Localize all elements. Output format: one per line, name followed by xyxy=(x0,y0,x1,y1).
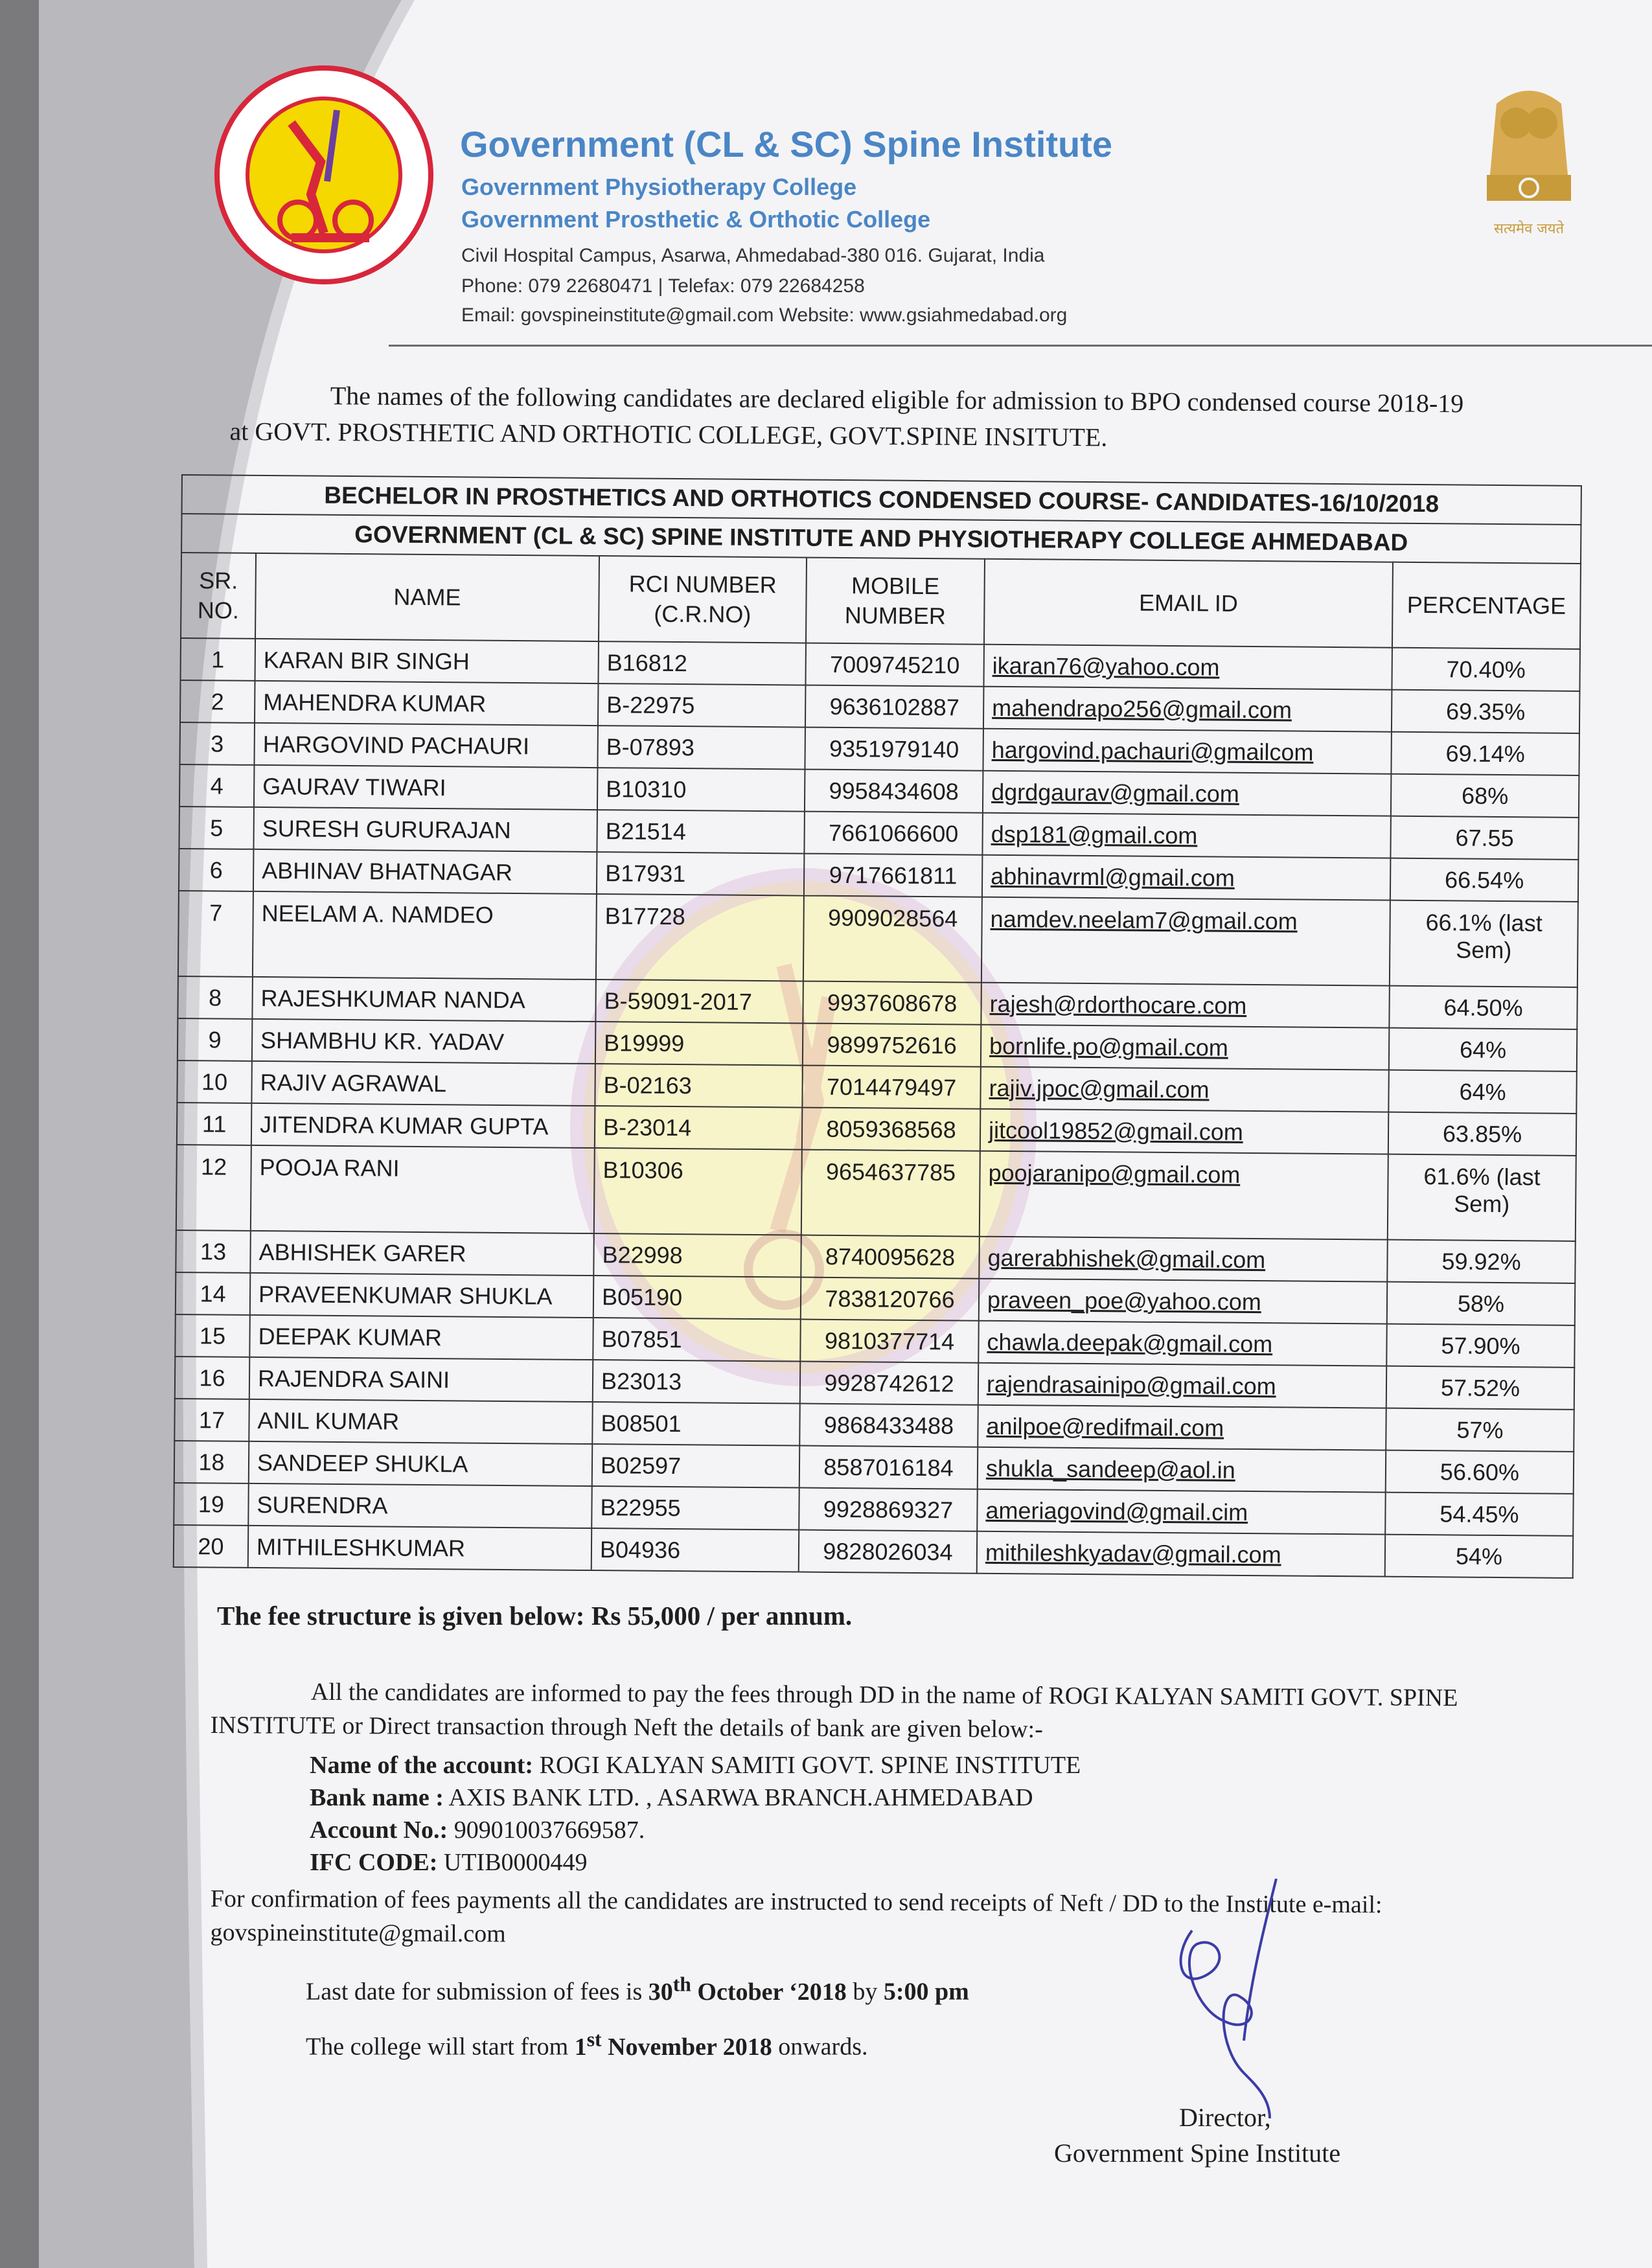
college-start-line xyxy=(306,2028,868,2061)
cell-sr-no: 1 xyxy=(181,638,256,681)
account-number-line xyxy=(310,1814,1081,1846)
cell-percentage: 69.14% xyxy=(1391,732,1579,775)
cell-name: ABHISHEK GARER xyxy=(250,1231,593,1276)
last-date-sup: th xyxy=(672,1973,691,1995)
cell-name: RAJESHKUMAR NANDA xyxy=(252,977,595,1022)
cell-percentage: 66.54% xyxy=(1390,858,1579,902)
cell-email: mithileshkyadav@gmail.com xyxy=(977,1531,1385,1577)
start-sup: st xyxy=(586,2028,602,2050)
cell-mobile: 9899752616 xyxy=(803,1024,981,1067)
cell-name: SHAMBHU KR. YADAV xyxy=(252,1019,595,1064)
cell-email: abhinavrml@gmail.com xyxy=(982,855,1390,900)
header-rci: RCI NUMBER (C.R.NO) xyxy=(599,556,807,643)
cell-name: ABHINAV BHATNAGAR xyxy=(253,849,597,894)
cell-mobile: 9958434608 xyxy=(805,770,983,813)
cell-rci-number: B16812 xyxy=(598,641,806,685)
header-mobile: MOBILE NUMBER xyxy=(806,558,985,645)
cell-percentage: 64.50% xyxy=(1389,986,1577,1029)
bank-details xyxy=(310,1749,1081,1879)
cell-rci-number: B08501 xyxy=(592,1402,800,1446)
table-row xyxy=(176,1145,1576,1241)
cell-email: mahendrapo256@gmail.com xyxy=(983,687,1392,732)
cell-email: rajendrasainipo@gmail.com xyxy=(978,1363,1386,1408)
cell-email: ameriagovind@gmail.cim xyxy=(977,1489,1385,1535)
cell-sr-no: 5 xyxy=(179,807,254,849)
cell-mobile: 9636102887 xyxy=(805,685,984,729)
cell-sr-no: 20 xyxy=(174,1525,249,1568)
cell-email: dgrdgaurav@gmail.com xyxy=(983,771,1391,816)
cell-mobile: 9654637785 xyxy=(801,1150,980,1237)
cell-percentage: 68% xyxy=(1391,774,1579,818)
cell-sr-no: 7 xyxy=(178,891,253,977)
cell-sr-no: 4 xyxy=(179,764,255,807)
cell-mobile: 9937608678 xyxy=(803,981,981,1025)
cell-name: MITHILESHKUMAR xyxy=(248,1526,591,1570)
cell-rci-number: B19999 xyxy=(595,1022,803,1066)
cell-rci-number: B17931 xyxy=(597,852,805,896)
account-label: Name of the account: xyxy=(310,1752,534,1779)
cell-rci-number: B05190 xyxy=(593,1276,801,1320)
cell-email: namdev.neelam7@gmail.com xyxy=(981,897,1390,986)
cell-name: KARAN BIR SINGH xyxy=(255,639,598,683)
last-date-line xyxy=(306,1973,969,2006)
cell-mobile: 9928869327 xyxy=(799,1488,978,1531)
cell-email: rajesh@rdorthocare.com xyxy=(981,983,1389,1028)
cell-email: ikaran76@yahoo.com xyxy=(983,645,1392,690)
cell-mobile: 9909028564 xyxy=(803,896,982,983)
cell-name: NEELAM A. NAMDEO xyxy=(253,891,597,979)
cell-rci-number: B10310 xyxy=(597,768,805,812)
cell-email: jitcool19852@gmail.com xyxy=(980,1109,1388,1154)
cell-sr-no: 17 xyxy=(174,1399,249,1441)
cell-percentage: 54% xyxy=(1385,1535,1574,1578)
ifc-label: IFC CODE: xyxy=(310,1849,438,1876)
cell-name: PRAVEENKUMAR SHUKLA xyxy=(250,1273,593,1318)
cell-percentage: 64% xyxy=(1388,1070,1577,1114)
cell-email: hargovind.pachauri@gmailcom xyxy=(983,729,1391,774)
cell-mobile: 7014479497 xyxy=(802,1066,981,1109)
cell-mobile: 8059368568 xyxy=(802,1108,981,1151)
bank-value: AXIS BANK LTD. , ASARWA BRANCH.AHMEDABAD xyxy=(443,1784,1033,1811)
cell-name: SANDEEP SHUKLA xyxy=(249,1441,592,1486)
cell-percentage: 64% xyxy=(1389,1028,1577,1071)
bank-account-line xyxy=(310,1749,1081,1781)
cell-sr-no: 11 xyxy=(177,1103,252,1145)
cell-name: SURESH GURURAJAN xyxy=(253,807,597,852)
cell-percentage: 66.1% (last Sem) xyxy=(1390,900,1578,987)
cell-rci-number: B22955 xyxy=(591,1486,799,1530)
cell-name: GAURAV TIWARI xyxy=(254,765,597,810)
cell-name: MAHENDRA KUMAR xyxy=(255,681,598,726)
start-day: 1 xyxy=(574,2033,587,2061)
cell-rci-number: B17728 xyxy=(596,894,804,981)
emblem-motto: सत्यमेव जयते xyxy=(1493,221,1565,237)
phone: Phone: 079 22680471 | Telefax: 079 22684258 xyxy=(461,275,865,297)
last-date-month: October ‘2018 xyxy=(691,1978,847,2006)
cell-mobile: 8740095628 xyxy=(801,1235,980,1279)
cell-mobile: 7009745210 xyxy=(805,643,984,687)
cell-rci-number: B02597 xyxy=(592,1444,800,1488)
last-date-by: by xyxy=(846,1978,884,2006)
header-sr-no: SR. NO. xyxy=(181,553,256,639)
ifc-value: UTIB0000449 xyxy=(437,1849,588,1876)
institute-logo-icon xyxy=(214,65,434,285)
cell-mobile: 9828026034 xyxy=(799,1530,978,1574)
cell-rci-number: B10306 xyxy=(594,1148,802,1235)
header-percentage: PERCENTAGE xyxy=(1392,562,1581,649)
cell-sr-no: 13 xyxy=(176,1230,251,1273)
cell-sr-no: 14 xyxy=(176,1272,251,1315)
cell-percentage: 61.6% (last Sem) xyxy=(1388,1154,1576,1241)
cell-sr-no: 6 xyxy=(179,849,254,891)
cell-email: chawla.deepak@gmail.com xyxy=(978,1321,1386,1366)
cell-email: garerabhishek@gmail.com xyxy=(979,1237,1387,1282)
header-name: NAME xyxy=(255,553,599,641)
cell-sr-no: 3 xyxy=(179,722,255,765)
cell-percentage: 59.92% xyxy=(1387,1240,1576,1283)
cell-name: RAJIV AGRAWAL xyxy=(251,1061,595,1106)
cell-rci-number: B-07893 xyxy=(597,726,805,770)
cell-mobile: 9928742612 xyxy=(800,1362,979,1405)
cell-sr-no: 10 xyxy=(177,1060,252,1103)
start-suffix: onwards. xyxy=(772,2033,868,2061)
cell-percentage: 56.60% xyxy=(1386,1450,1574,1494)
cell-mobile: 7661066600 xyxy=(804,812,983,855)
intro-paragraph: The names of the following candidates are declared eligible for admission to BPO condensed course 2018-19 at GOVT. PROSTHETIC AND ORTHOTIC COLLEGE, GOVT.SPINE INSITUTE. xyxy=(229,381,1464,452)
start-month: November 2018 xyxy=(601,2033,772,2061)
cell-percentage: 58% xyxy=(1387,1282,1576,1325)
fee-structure: The fee structure is given below: Rs 55,000 / per annum. xyxy=(217,1601,853,1631)
cell-email: praveen_poe@yahoo.com xyxy=(979,1279,1387,1324)
cell-rci-number: B23013 xyxy=(593,1360,801,1404)
table-caption-course: BECHELOR IN PROSTHETICS AND ORTHOTICS CONDENSED COURSE- CANDIDATES-16/10/2018 xyxy=(182,475,1581,525)
table-caption-institute: GOVERNMENT (CL & SC) SPINE INSTITUTE AND PHYSIOTHERAPY COLLEGE AHMEDABAD xyxy=(181,514,1581,564)
cell-name: ANIL KUMAR xyxy=(249,1399,592,1444)
candidates-table xyxy=(173,474,1582,1579)
cell-rci-number: B-02163 xyxy=(595,1064,803,1108)
cell-rci-number: B21514 xyxy=(597,810,805,854)
cell-mobile: 7838120766 xyxy=(801,1277,980,1321)
header-email: EMAIL ID xyxy=(984,559,1393,648)
cell-name: HARGOVIND PACHAURI xyxy=(254,723,597,768)
accno-value: 909010037669587. xyxy=(448,1816,645,1844)
cell-email: anilpoe@redifmail.com xyxy=(978,1405,1386,1450)
cell-rci-number: B-23014 xyxy=(595,1106,803,1150)
cell-rci-number: B-59091-2017 xyxy=(595,979,803,1024)
cell-sr-no: 15 xyxy=(175,1314,250,1357)
cell-mobile: 8587016184 xyxy=(799,1446,978,1489)
cell-name: JITENDRA KUMAR GUPTA xyxy=(251,1103,595,1148)
cell-rci-number: B07851 xyxy=(593,1318,801,1362)
address: Civil Hospital Campus, Asarwa, Ahmedabad-380 016. Gujarat, India xyxy=(461,245,1045,266)
cell-name: DEEPAK KUMAR xyxy=(249,1315,593,1360)
table-row xyxy=(178,891,1578,987)
cell-mobile: 9810377714 xyxy=(800,1320,979,1363)
start-prefix: The college will start from xyxy=(306,2033,575,2061)
account-value: ROGI KALYAN SAMITI GOVT. SPINE INSTITUTE xyxy=(533,1752,1081,1779)
national-emblem-icon xyxy=(1471,78,1587,246)
cell-percentage: 69.35% xyxy=(1392,690,1580,733)
cell-name: RAJENDRA SAINI xyxy=(249,1357,593,1402)
candidates-table-wrapper xyxy=(173,474,1581,1579)
cell-email: bornlife.po@gmail.com xyxy=(981,1025,1389,1070)
cell-percentage: 54.45% xyxy=(1385,1493,1574,1536)
cell-mobile: 9717661811 xyxy=(804,854,983,897)
director-signature-icon xyxy=(1153,1879,1322,2125)
ifc-code-line xyxy=(310,1846,1081,1879)
last-date-time: 5:00 pm xyxy=(883,1978,969,2006)
cell-email: dsp181@gmail.com xyxy=(982,813,1390,858)
cell-email: poojaranipo@gmail.com xyxy=(980,1151,1388,1240)
confirmation-note: For confirmation of fees payments all the candidates are instructed to send receipts of Neft / DD to the Institute e-mail: govspineinstitute@gmail.com xyxy=(210,1885,1382,1948)
cell-sr-no: 16 xyxy=(175,1357,250,1399)
cell-percentage: 57% xyxy=(1386,1408,1574,1452)
accno-label: Account No.: xyxy=(310,1816,448,1844)
cell-rci-number: B-22975 xyxy=(598,683,806,727)
cell-mobile: 9868433488 xyxy=(799,1404,978,1447)
cell-name: POOJA RANI xyxy=(251,1145,595,1233)
cell-email: shukla_sandeep@aol.in xyxy=(978,1447,1386,1493)
cell-name: SURENDRA xyxy=(248,1483,591,1528)
director-title: Director, xyxy=(1179,2103,1271,2132)
institute-title: Government (CL & SC) Spine Institute xyxy=(460,124,1113,165)
cell-percentage: 57.90% xyxy=(1386,1324,1575,1368)
last-date-prefix: Last date for submission of fees is xyxy=(306,1978,648,2006)
last-date-day: 30 xyxy=(648,1978,673,2006)
college-name-2: Government Prosthetic & Orthotic College xyxy=(461,206,931,233)
college-name-1: Government Physiotherapy College xyxy=(461,174,857,200)
header-divider xyxy=(389,345,1652,347)
cell-mobile: 9351979140 xyxy=(805,727,983,771)
email-website: Email: govspineinstitute@gmail.com Website: www.gsiahmedabad.org xyxy=(461,304,1068,326)
cell-email: rajiv.jpoc@gmail.com xyxy=(980,1067,1388,1112)
cell-sr-no: 12 xyxy=(176,1145,251,1231)
cell-percentage: 63.85% xyxy=(1388,1112,1577,1156)
cell-sr-no: 19 xyxy=(174,1483,249,1526)
cell-rci-number: B22998 xyxy=(593,1233,801,1277)
cell-sr-no: 18 xyxy=(174,1441,249,1483)
cell-percentage: 57.52% xyxy=(1386,1366,1575,1410)
cell-percentage: 67.55 xyxy=(1390,816,1579,860)
payment-info: All the candidates are informed to pay the fees through DD in the name of ROGI KALYAN SAMITI GOVT. SPINE INSTITUTE or Direct transaction through Neft the details of bank are given below:- xyxy=(210,1678,1458,1743)
cell-sr-no: 2 xyxy=(180,680,255,723)
bank-name-line xyxy=(310,1781,1081,1814)
cell-rci-number: B04936 xyxy=(591,1528,799,1572)
cell-sr-no: 8 xyxy=(178,976,253,1019)
cell-sr-no: 9 xyxy=(178,1018,253,1061)
bank-label: Bank name : xyxy=(310,1784,444,1811)
director-institute: Government Spine Institute xyxy=(1054,2138,1341,2168)
cell-percentage: 70.40% xyxy=(1392,648,1580,691)
